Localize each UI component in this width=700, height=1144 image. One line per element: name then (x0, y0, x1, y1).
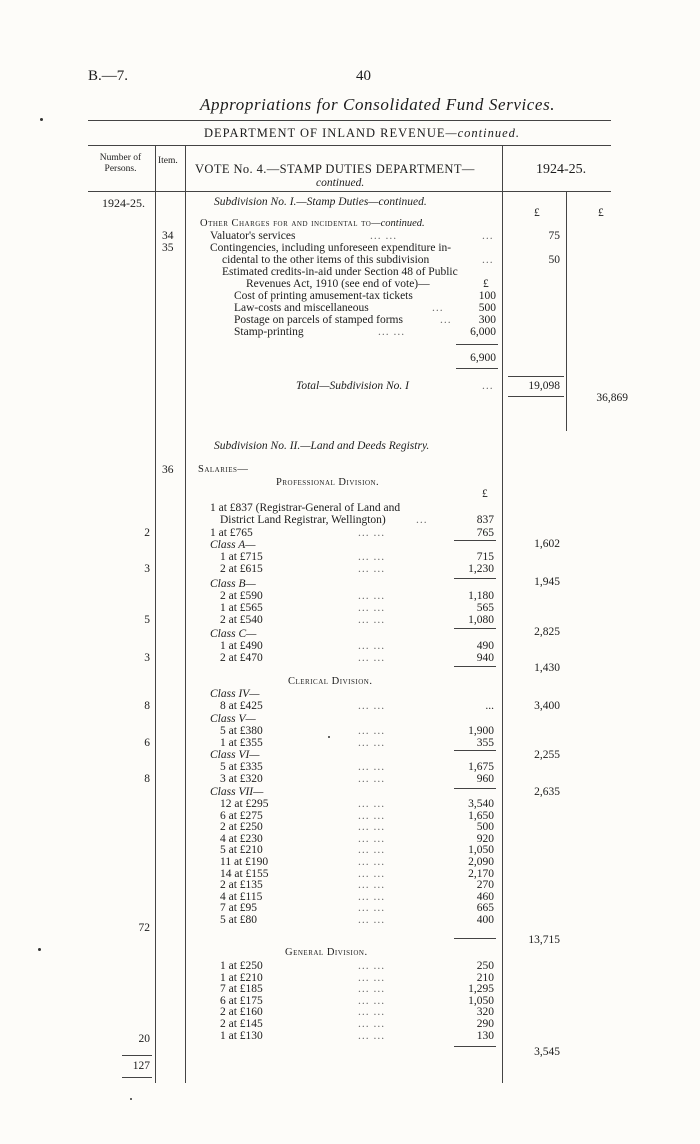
salary-row-dots: ... ... (358, 551, 386, 563)
salary-row-dots: ... ... (358, 640, 386, 652)
persons-total: 127 (132, 1060, 150, 1072)
credits-total-rule-2 (456, 368, 498, 369)
subtotal-rule (454, 938, 496, 939)
salary-row-amount: 1,650 (468, 809, 494, 822)
salary-row-label: 5 at £210 (220, 844, 263, 857)
class-total: 3,545 (534, 1046, 560, 1058)
credit-label: Stamp-printing (234, 326, 304, 338)
subtotal-rule (454, 628, 496, 629)
class-c-heading: Class C— (210, 628, 257, 640)
salary-row-label: 1 at £355 (220, 737, 263, 749)
persons-count: 6 (144, 737, 150, 749)
salary-row-amount: 1,900 (468, 725, 494, 737)
page-speck (328, 736, 330, 738)
class-total: 2,825 (534, 626, 560, 638)
col-item: Item. (158, 156, 178, 166)
professional-line-1: 1 at £837 (Registrar-General of Land and (210, 502, 401, 514)
salary-row-amount: 920 (476, 832, 494, 845)
professional-division-heading: Professional Division. (276, 477, 380, 488)
professional-765-label: 1 at £765 (210, 527, 253, 539)
credits-total: 6,900 (470, 352, 496, 364)
persons-count: 72 (138, 922, 150, 934)
salary-row-dots: ... ... (358, 652, 386, 664)
salary-row-amount: 355 (476, 737, 494, 749)
department-heading (204, 126, 520, 141)
credits-total-rule (456, 344, 498, 345)
item-34: 34 (162, 230, 174, 242)
salary-row-dots: ... ... (358, 798, 386, 810)
salary-row-label: 6 at £275 (220, 809, 263, 822)
department-name: DEPARTMENT OF INLAND REVENUE (204, 126, 446, 140)
salary-row-label: 1 at £250 (220, 960, 263, 972)
salary-row-amount: 210 (476, 971, 494, 984)
class-v-heading: Class V— (210, 713, 256, 725)
salary-row-label: 2 at £590 (220, 590, 263, 602)
credit-dots: ... ... (378, 326, 406, 338)
persons-count: 3 (144, 563, 150, 575)
persons-total-rule (122, 1077, 152, 1078)
class-total: 1,430 (534, 662, 560, 674)
valuators-label: Valuator's services (210, 230, 296, 242)
class-total: 3,400 (534, 700, 560, 712)
persons-total-rule-top (122, 1055, 152, 1056)
persons-count: 8 (144, 773, 150, 785)
salary-row-amount: 1,050 (468, 994, 494, 1007)
valuators-amount: 75 (548, 230, 560, 242)
contingencies-line-2: cidental to the other items of this subdivision (222, 254, 430, 266)
persons-count: 3 (144, 652, 150, 664)
grand-total: 36,869 (596, 392, 628, 404)
salary-row-dots: ... ... (358, 590, 386, 602)
salary-row-dots: ... ... (358, 856, 386, 868)
subdivision-2-heading: Subdivision No. II.—Land and Deeds Registry. (214, 440, 430, 452)
salary-row-label: 2 at £470 (220, 652, 263, 664)
subdivision-1-total-rule-top (508, 376, 564, 377)
general-division-heading: General Division. (285, 947, 368, 958)
salary-row-dots: ... ... (358, 879, 386, 892)
other-charges-continued: —continued. (371, 218, 425, 229)
page-speck (38, 948, 41, 951)
subtotal-rule (454, 750, 496, 751)
salary-row-label: 8 at £425 (220, 700, 263, 712)
salary-row-amount: 460 (476, 890, 494, 903)
credit-label: Law-costs and miscellaneous (234, 302, 369, 314)
salary-row-amount: 1,080 (468, 614, 494, 626)
pound-sign-salaries: £ (482, 488, 488, 500)
subdivision-1-title: Subdivision No. I.—Stamp Duties (214, 196, 369, 208)
item-35: 35 (162, 242, 174, 254)
other-charges-label: Other Charges for and incidental to (200, 218, 372, 229)
professional-line-2: District Land Registrar, Wellington) (220, 514, 386, 526)
salary-row-amount: 270 (476, 879, 494, 892)
salary-row-label: 2 at £160 (220, 1006, 263, 1019)
salary-row-label: 2 at £615 (220, 563, 263, 575)
salary-row-label: 2 at £145 (220, 1018, 263, 1030)
col-divider-year (502, 145, 503, 1083)
salary-row-label: 1 at £490 (220, 640, 263, 652)
salary-row-label: 2 at £540 (220, 614, 263, 626)
salary-row-dots: ... ... (358, 914, 386, 926)
page-number: 40 (356, 68, 371, 84)
class-vii-heading: Class VII— (210, 786, 264, 798)
salaries-heading: Salaries— (198, 464, 249, 475)
salary-row-dots: ... ... (358, 700, 386, 712)
salary-row-amount: 2,170 (468, 867, 494, 880)
credit-amount: 500 (478, 302, 496, 314)
persons-count: 8 (144, 700, 150, 712)
salary-row-dots: ... ... (358, 1018, 386, 1030)
class-iv-heading: Class IV— (210, 688, 260, 700)
department-continued: —continued. (445, 126, 521, 140)
salary-row-amount: 320 (476, 1006, 494, 1019)
salary-row-amount: 715 (476, 551, 494, 563)
professional-amount: 837 (476, 514, 494, 526)
salary-row-label: 14 at £155 (220, 867, 269, 880)
title-rule (88, 120, 611, 121)
salary-row-amount: 665 (476, 902, 494, 915)
professional-persons: 2 (144, 527, 150, 539)
credit-label: Postage on parcels of stamped forms (234, 314, 403, 326)
persons-count: 20 (138, 1033, 150, 1045)
professional-765-amount: 765 (476, 527, 494, 539)
salary-row-amount: 1,295 (468, 983, 494, 996)
salary-row-label: 5 at £80 (220, 914, 258, 926)
salary-row-amount: 1,675 (468, 761, 494, 773)
salary-row-dots: ... ... (358, 867, 386, 880)
salary-row-label: 11 at £190 (220, 856, 269, 868)
salary-row-label: 4 at £230 (220, 832, 263, 845)
pound-sign-col1: £ (534, 207, 540, 219)
subtotal-rule (454, 540, 496, 541)
salary-row-label: 2 at £250 (220, 821, 263, 834)
salary-row-dots: ... ... (358, 809, 386, 822)
salary-row-amount: 250 (476, 960, 494, 972)
salary-row-dots: ... ... (358, 971, 386, 984)
credit-amount: 300 (478, 314, 496, 326)
page-speck (40, 118, 43, 121)
salary-row-amount: 2,090 (468, 856, 494, 868)
salary-row-dots: ... ... (358, 844, 386, 857)
salary-row-dots: ... ... (358, 890, 386, 903)
salary-row-dots: ... ... (358, 563, 386, 575)
salary-row-label: 1 at £130 (220, 1029, 263, 1042)
subdivision-1-total: 19,098 (528, 380, 560, 392)
col-number-of-persons: Number of Persons. (99, 153, 142, 174)
salary-row-label: 2 at £135 (220, 879, 263, 892)
estimated-credits-line-1: Estimated credits-in-aid under Section 48 of Public (222, 266, 458, 278)
salary-row-amount: 130 (476, 1029, 494, 1042)
salary-row-label: 12 at £295 (220, 798, 269, 810)
professional-765-dots: ... ... (358, 527, 386, 539)
salary-row-amount: 3,540 (468, 798, 494, 810)
page-speck (130, 1098, 132, 1100)
subdivision-1-continued: —continued. (368, 196, 427, 208)
subdivision-1-heading (214, 196, 427, 208)
pound-sign-credits: £ (483, 278, 489, 290)
credit-amount: 6,000 (470, 326, 496, 338)
credit-dots: ... (440, 314, 452, 326)
pound-sign-col2: £ (598, 207, 604, 219)
salary-row-amount: 500 (476, 821, 494, 834)
salary-row-amount: ... (485, 700, 494, 712)
col-divider-persons (155, 145, 156, 1083)
salary-row-amount: 490 (476, 640, 494, 652)
col-divider-totals (566, 191, 567, 431)
class-total: 2,635 (534, 786, 560, 798)
salary-row-amount: 940 (476, 652, 494, 664)
subdivision-1-total-rule (508, 396, 564, 397)
contingencies-dots: ... (482, 254, 494, 266)
salary-row-dots: ... ... (358, 1029, 386, 1042)
salary-row-label: 7 at £185 (220, 983, 263, 996)
salary-row-dots: ... ... (358, 725, 386, 737)
class-total: 2,255 (534, 749, 560, 761)
salary-row-label: 4 at £115 (220, 890, 263, 903)
credit-amount: 100 (478, 290, 496, 302)
salary-row-dots: ... ... (358, 614, 386, 626)
subtotal-rule (454, 788, 496, 789)
other-charges-heading (200, 218, 425, 229)
salary-row-dots: ... ... (358, 773, 386, 785)
salary-row-dots: ... ... (358, 737, 386, 749)
salary-row-amount: 1,050 (468, 844, 494, 857)
subtotal-rule (454, 578, 496, 579)
salary-row-dots: ... ... (358, 832, 386, 845)
persons-count: 5 (144, 614, 150, 626)
clerical-division-heading: Clerical Division. (288, 676, 373, 687)
salary-row-dots: ... ... (358, 960, 386, 972)
credit-dots: ... (432, 302, 444, 314)
salary-row-dots: ... ... (358, 761, 386, 773)
col-divider-item (185, 145, 186, 1083)
vote-continued: continued. (316, 177, 365, 189)
professional-total: 1,602 (534, 538, 560, 550)
class-total: 13,715 (528, 934, 560, 946)
header-bottom-rule (88, 191, 611, 192)
year-label: 1924-25. (102, 196, 145, 210)
salary-row-label: 6 at £175 (220, 994, 263, 1007)
salary-row-amount: 400 (476, 914, 494, 926)
salary-row-amount: 960 (476, 773, 494, 785)
credit-label: Cost of printing amusement-tax tickets (234, 290, 413, 302)
item-36: 36 (162, 464, 174, 476)
class-total: 1,945 (534, 576, 560, 588)
col-year: 1924-25. (536, 162, 587, 177)
salary-row-label: 1 at £210 (220, 971, 263, 984)
document-code: B.—7. (88, 68, 129, 84)
salary-row-dots: ... ... (358, 902, 386, 915)
salary-row-label: 7 at £95 (220, 902, 258, 915)
salary-row-dots: ... ... (358, 983, 386, 996)
salary-row-label: 5 at £335 (220, 761, 263, 773)
class-vi-heading: Class VI— (210, 749, 260, 761)
salary-row-amount: 1,180 (468, 590, 494, 602)
vote-title: VOTE No. 4.—STAMP DUTIES DEPARTMENT— (195, 162, 475, 176)
salary-row-dots: ... ... (358, 821, 386, 834)
professional-dots: ... (416, 514, 428, 526)
salary-row-label: 1 at £715 (220, 551, 263, 563)
class-a-heading: Class A— (210, 539, 256, 551)
table-top-rule (88, 145, 611, 146)
salary-row-amount: 290 (476, 1018, 494, 1030)
valuators-dots: ... ... (370, 230, 398, 242)
salary-row-dots: ... ... (358, 994, 386, 1007)
salary-row-dots: ... ... (358, 1006, 386, 1019)
page-title: Appropriations for Consolidated Fund Services. (200, 95, 556, 114)
salary-row-amount: 565 (476, 602, 494, 614)
class-b-heading: Class B— (210, 578, 256, 590)
subtotal-rule (454, 1046, 496, 1047)
salary-row-dots: ... ... (358, 602, 386, 614)
salary-row-label: 5 at £380 (220, 725, 263, 737)
salary-row-label: 3 at £320 (220, 773, 263, 785)
salary-row-label: 1 at £565 (220, 602, 263, 614)
estimated-credits-line-2: Revenues Act, 1910 (see end of vote)— (246, 278, 430, 290)
contingencies-amount: 50 (548, 254, 560, 266)
salary-row-amount: 1,230 (468, 563, 494, 575)
subtotal-rule (454, 666, 496, 667)
contingencies-line-1: Contingencies, including unforeseen expenditure in- (210, 242, 452, 254)
valuators-dots-end: ... (482, 230, 494, 242)
subdivision-1-total-label: Total—Subdivision No. I (296, 380, 409, 392)
subdivision-1-total-dots: ... (482, 380, 494, 392)
